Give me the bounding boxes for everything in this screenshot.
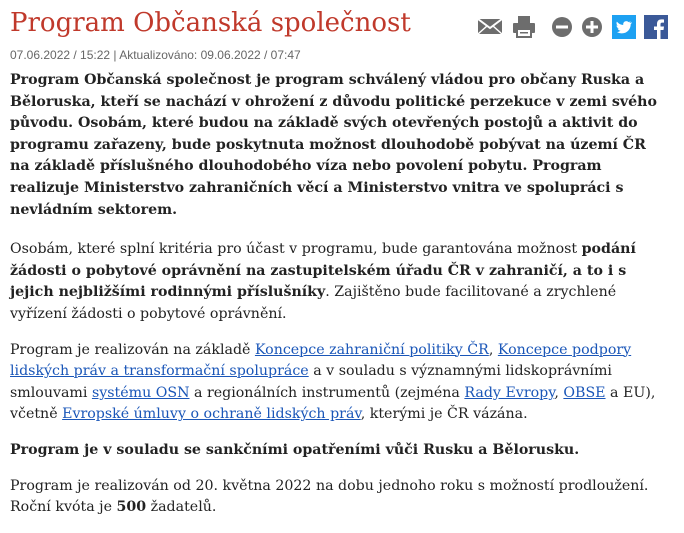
bold-text: podání žádosti o pobytové oprávnění na zastupitelském úřadu ČR v zahraničí, a to i s jejich nejbližšími rodinnými příslušníky	[10, 241, 636, 301]
paragraph-sanctions: Program je v souladu se sankčními opatřeními vůči Rusku a Bělorusku.	[10, 441, 580, 458]
facebook-icon[interactable]	[642, 12, 670, 40]
text: žadatelů.	[146, 499, 217, 516]
article-body	[10, 70, 670, 533]
minus-circle-icon[interactable]	[548, 12, 576, 40]
text: . Zajištěno bude facilitované a zrychlené vyřízení žádosti o pobytové oprávnění.	[10, 284, 617, 322]
article-dates	[10, 48, 301, 62]
link-human-rights-concept[interactable]: Koncepce podpory lidských práv a transformační spolupráce	[10, 341, 632, 380]
envelope-icon[interactable]	[476, 12, 504, 40]
page-title: Program Občanská společnost	[10, 8, 411, 38]
quota-number: 500	[116, 499, 147, 516]
text: Program je realizován na základě	[10, 341, 255, 358]
text: , kterými je ČR vázána.	[360, 406, 528, 423]
text: ,	[554, 384, 564, 401]
text: a v souladu s významnými lidskoprávními smlouvami	[10, 363, 612, 401]
link-foreign-policy-concept[interactable]: Koncepce zahraniční politiky ČR	[254, 341, 489, 358]
link-un-system[interactable]: systému OSN	[91, 384, 190, 401]
text: Osobám, které splní kritéria pro účast v programu, bude garantována možnost	[10, 241, 582, 258]
updated-label: Aktualizováno:	[119, 48, 201, 62]
text: a regionálních instrumentů (zejména	[189, 384, 465, 401]
text: ,	[488, 341, 498, 358]
updated-date: 09.06.2022 / 07:47	[200, 48, 301, 62]
published-date: 07.06.2022 / 15:22	[10, 48, 111, 62]
paragraph-legal-basis	[10, 340, 670, 426]
link-echr[interactable]: Evropské úmluvy o ochraně lidských práv	[62, 406, 361, 423]
link-council-of-europe[interactable]: Rady Evropy	[464, 384, 555, 401]
meta-separator: |	[110, 48, 120, 62]
text: a EU), včetně	[10, 384, 656, 423]
paragraph-quota	[10, 476, 670, 519]
text: Program je realizován od 20. května 2022 na dobu jednoho roku s možností prodloužení. Roční kvóta je	[10, 477, 649, 516]
twitter-icon[interactable]	[610, 12, 638, 40]
link-osce[interactable]: OBSE	[563, 384, 606, 401]
paragraph-eligibility	[10, 239, 670, 325]
printer-icon[interactable]	[510, 12, 538, 40]
lead-paragraph: Program Občanská společnost je program schválený vládou pro občany Ruska a Běloruska, kteří se nachází v ohrožení z důvodu politické perzekuce v zemi svého původu. Osobám, které budou na základě svých otevřených postojů a aktivit do programu zařazeny, bude poskytnuta možnost dlouhodobě pobývat na území ČR na základě příslušného dlouhodobého víza nebo povolení pobytu. Program realizuje Ministerstvo zahraničních věcí a Ministerstvo vnitra ve spolupráci s nevládním sektorem.	[10, 72, 657, 218]
plus-circle-icon[interactable]	[578, 12, 606, 40]
